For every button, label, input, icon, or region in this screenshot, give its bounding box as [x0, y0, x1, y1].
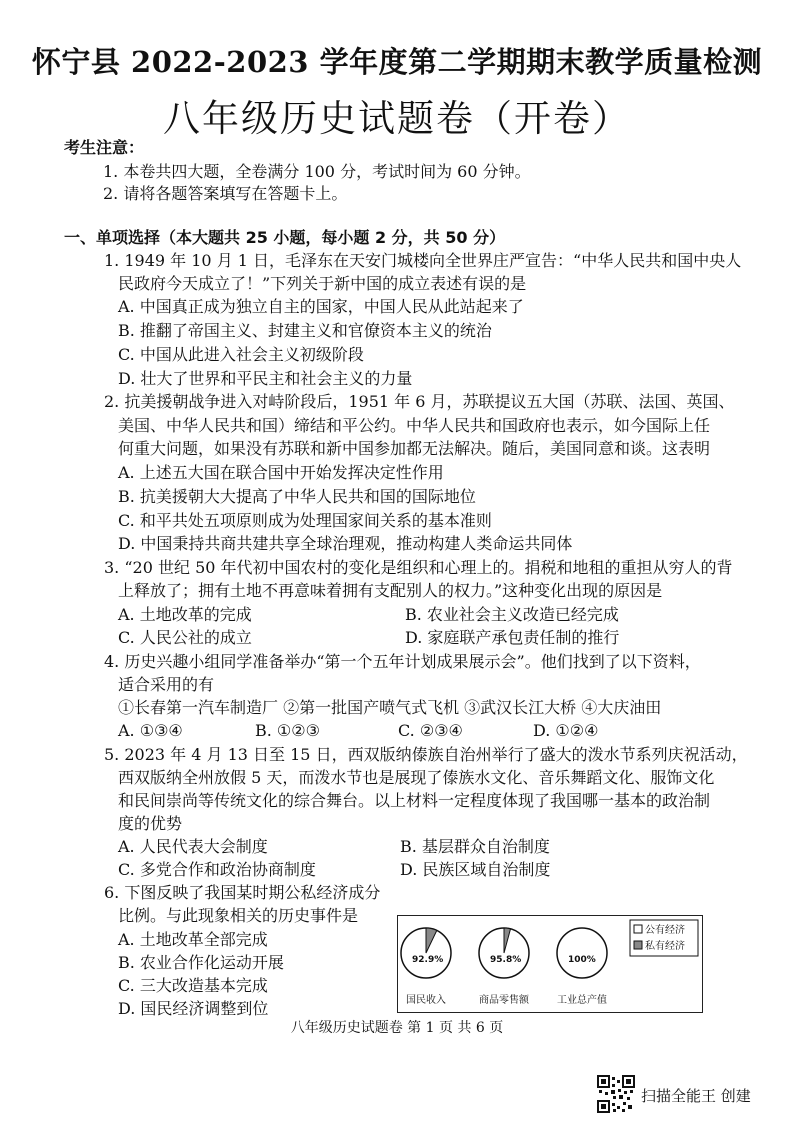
q1-stem-line: 民政府今天成立了！”下列关于新中国的成立表述有误的是: [118, 274, 527, 293]
q6-option-c: C. 三大改造基本完成: [118, 976, 268, 995]
pie-category-label: 国民收入: [406, 995, 446, 1006]
legend-swatch: [634, 925, 642, 933]
q6-stem-line: 比例。与此现象相关的历史事件是: [118, 906, 359, 925]
legend-entry: 公有经济: [645, 925, 685, 936]
q4-stem-line: 适合采用的有: [118, 675, 215, 694]
pie-value-label: 92.9%: [412, 955, 444, 965]
exam-subtitle: 八年级历史试题卷（开卷）: [163, 97, 631, 140]
page-footer: 八年级历史试题卷 第 1 页 共 6 页: [290, 1020, 504, 1036]
q2-option-b: B. 抗美援朝大大提高了中华人民共和国的国际地位: [118, 487, 476, 506]
notice-item: 2. 请将各题答案填写在答题卡上。: [103, 184, 348, 203]
q3-stem-line: 上释放了；拥有土地不再意味着拥有支配别人的权力。”这种变化出现的原因是: [118, 581, 663, 600]
pie-slice-public: [557, 928, 607, 978]
q4-option-c: C. ②③④: [398, 721, 463, 740]
pie-value-label: 100%: [568, 955, 596, 965]
q5-option-b: B. 基层群众自治制度: [400, 837, 550, 856]
q6-option-a: A. 土地改革全部完成: [118, 930, 268, 949]
q2-option-c: C. 和平共处五项原则成为处理国家间关系的基本准则: [118, 511, 492, 530]
q5-stem-line: 度的优势: [118, 814, 183, 833]
pie-chart-svg: [398, 916, 702, 1012]
pie-value-label: 95.8%: [490, 955, 522, 965]
scanner-watermark-label: 扫描全能王 创建: [641, 1087, 751, 1105]
q5-option-d: D. 民族区域自治制度: [400, 860, 551, 879]
q2-option-d: D. 中国秉持共商共建共享全球治理观，推动构建人类命运共同体: [118, 534, 573, 553]
q4-option-d: D. ①②④: [533, 721, 599, 740]
legend-swatch: [634, 941, 642, 949]
q5-stem-line: 5. 2023 年 4 月 13 日至 15 日，西双版纳傣族自治州举行了盛大的泼水节系列庆祝活动，: [104, 745, 748, 764]
q5-option-c: C. 多党合作和政治协商制度: [118, 860, 316, 879]
q4-materials: ①长春第一汽车制造厂 ②第一批国产喷气式飞机 ③武汉长江大桥 ④大庆油田: [118, 698, 662, 717]
q2-option-a: A. 上述五大国在联合国中开始发挥决定性作用: [118, 463, 444, 482]
notice-heading: 考生注意：: [64, 138, 145, 157]
q4-option-a: A. ①③④: [118, 721, 183, 740]
qr-code-icon: [597, 1075, 635, 1113]
q1-option-c: C. 中国从此进入社会主义初级阶段: [118, 345, 364, 364]
q6-option-d: D. 国民经济调整到位: [118, 999, 269, 1018]
q4-option-b: B. ①②③: [255, 721, 320, 740]
q4-stem-line: 4. 历史兴趣小组同学准备举办“第一个五年计划成果展示会”。他们找到了以下资料，: [104, 652, 701, 671]
section-heading: 一、单项选择（本大题共 25 小题，每小题 2 分，共 50 分）: [64, 228, 506, 247]
pie-category-label: 工业总产值: [557, 995, 607, 1006]
q2-stem-line: 何重大问题，如果没有苏联和新中国参加都无法解决。随后，美国同意和谈。这表明: [118, 439, 711, 458]
q6-option-b: B. 农业合作化运动开展: [118, 953, 284, 972]
exam-title: 怀宁县 2022-2023 学年度第二学期期末教学质量检测: [31, 45, 763, 79]
q3-option-b: B. 农业社会主义改造已经完成: [405, 605, 619, 624]
pie-chart-figure: [397, 915, 703, 1013]
q6-stem-line: 6. 下图反映了我国某时期公私经济成分: [104, 883, 381, 902]
q3-stem-line: 3. “20 世纪 50 年代初中国农村的变化是组织和心理上的。捐税和地租的重担从穷人的背: [104, 558, 733, 577]
q1-option-b: B. 推翻了帝国主义、封建主义和官僚资本主义的统治: [118, 321, 492, 340]
pie-category-label: 商品零售额: [479, 995, 529, 1006]
notice-item: 1. 本卷共四大题，全卷满分 100 分，考试时间为 60 分钟。: [103, 162, 531, 181]
legend-entry: 私有经济: [645, 941, 685, 952]
q1-option-a: A. 中国真正成为独立自主的国家，中国人民从此站起来了: [118, 297, 524, 316]
q3-option-c: C. 人民公社的成立: [118, 628, 252, 647]
q1-stem-line: 1. 1949 年 10 月 1 日，毛泽东在天安门城楼向全世界庄严宣告：“中华人民共和国中央人: [104, 251, 742, 270]
q5-stem-line: 和民间崇尚等传统文化的综合舞台。以上材料一定程度体现了我国哪一基本的政治制: [118, 791, 711, 810]
q3-option-a: A. 土地改革的完成: [118, 605, 252, 624]
q2-stem-line: 2. 抗美援朝战争进入对峙阶段后，1951 年 6 月，苏联提议五大国（苏联、法国、英国、: [104, 392, 735, 411]
q1-option-d: D. 壮大了世界和平民主和社会主义的力量: [118, 369, 413, 388]
q3-option-d: D. 家庭联产承包责任制的推行: [405, 628, 620, 647]
q2-stem-line: 美国、中华人民共和国）缔结和平公约。中华人民共和国政府也表示，如今国际上任: [118, 416, 711, 435]
q5-stem-line: 西双版纳全州放假 5 天，而泼水节也是展现了傣族水文化、音乐舞蹈文化、服饰文化: [118, 768, 715, 787]
q5-option-a: A. 人民代表大会制度: [118, 837, 268, 856]
